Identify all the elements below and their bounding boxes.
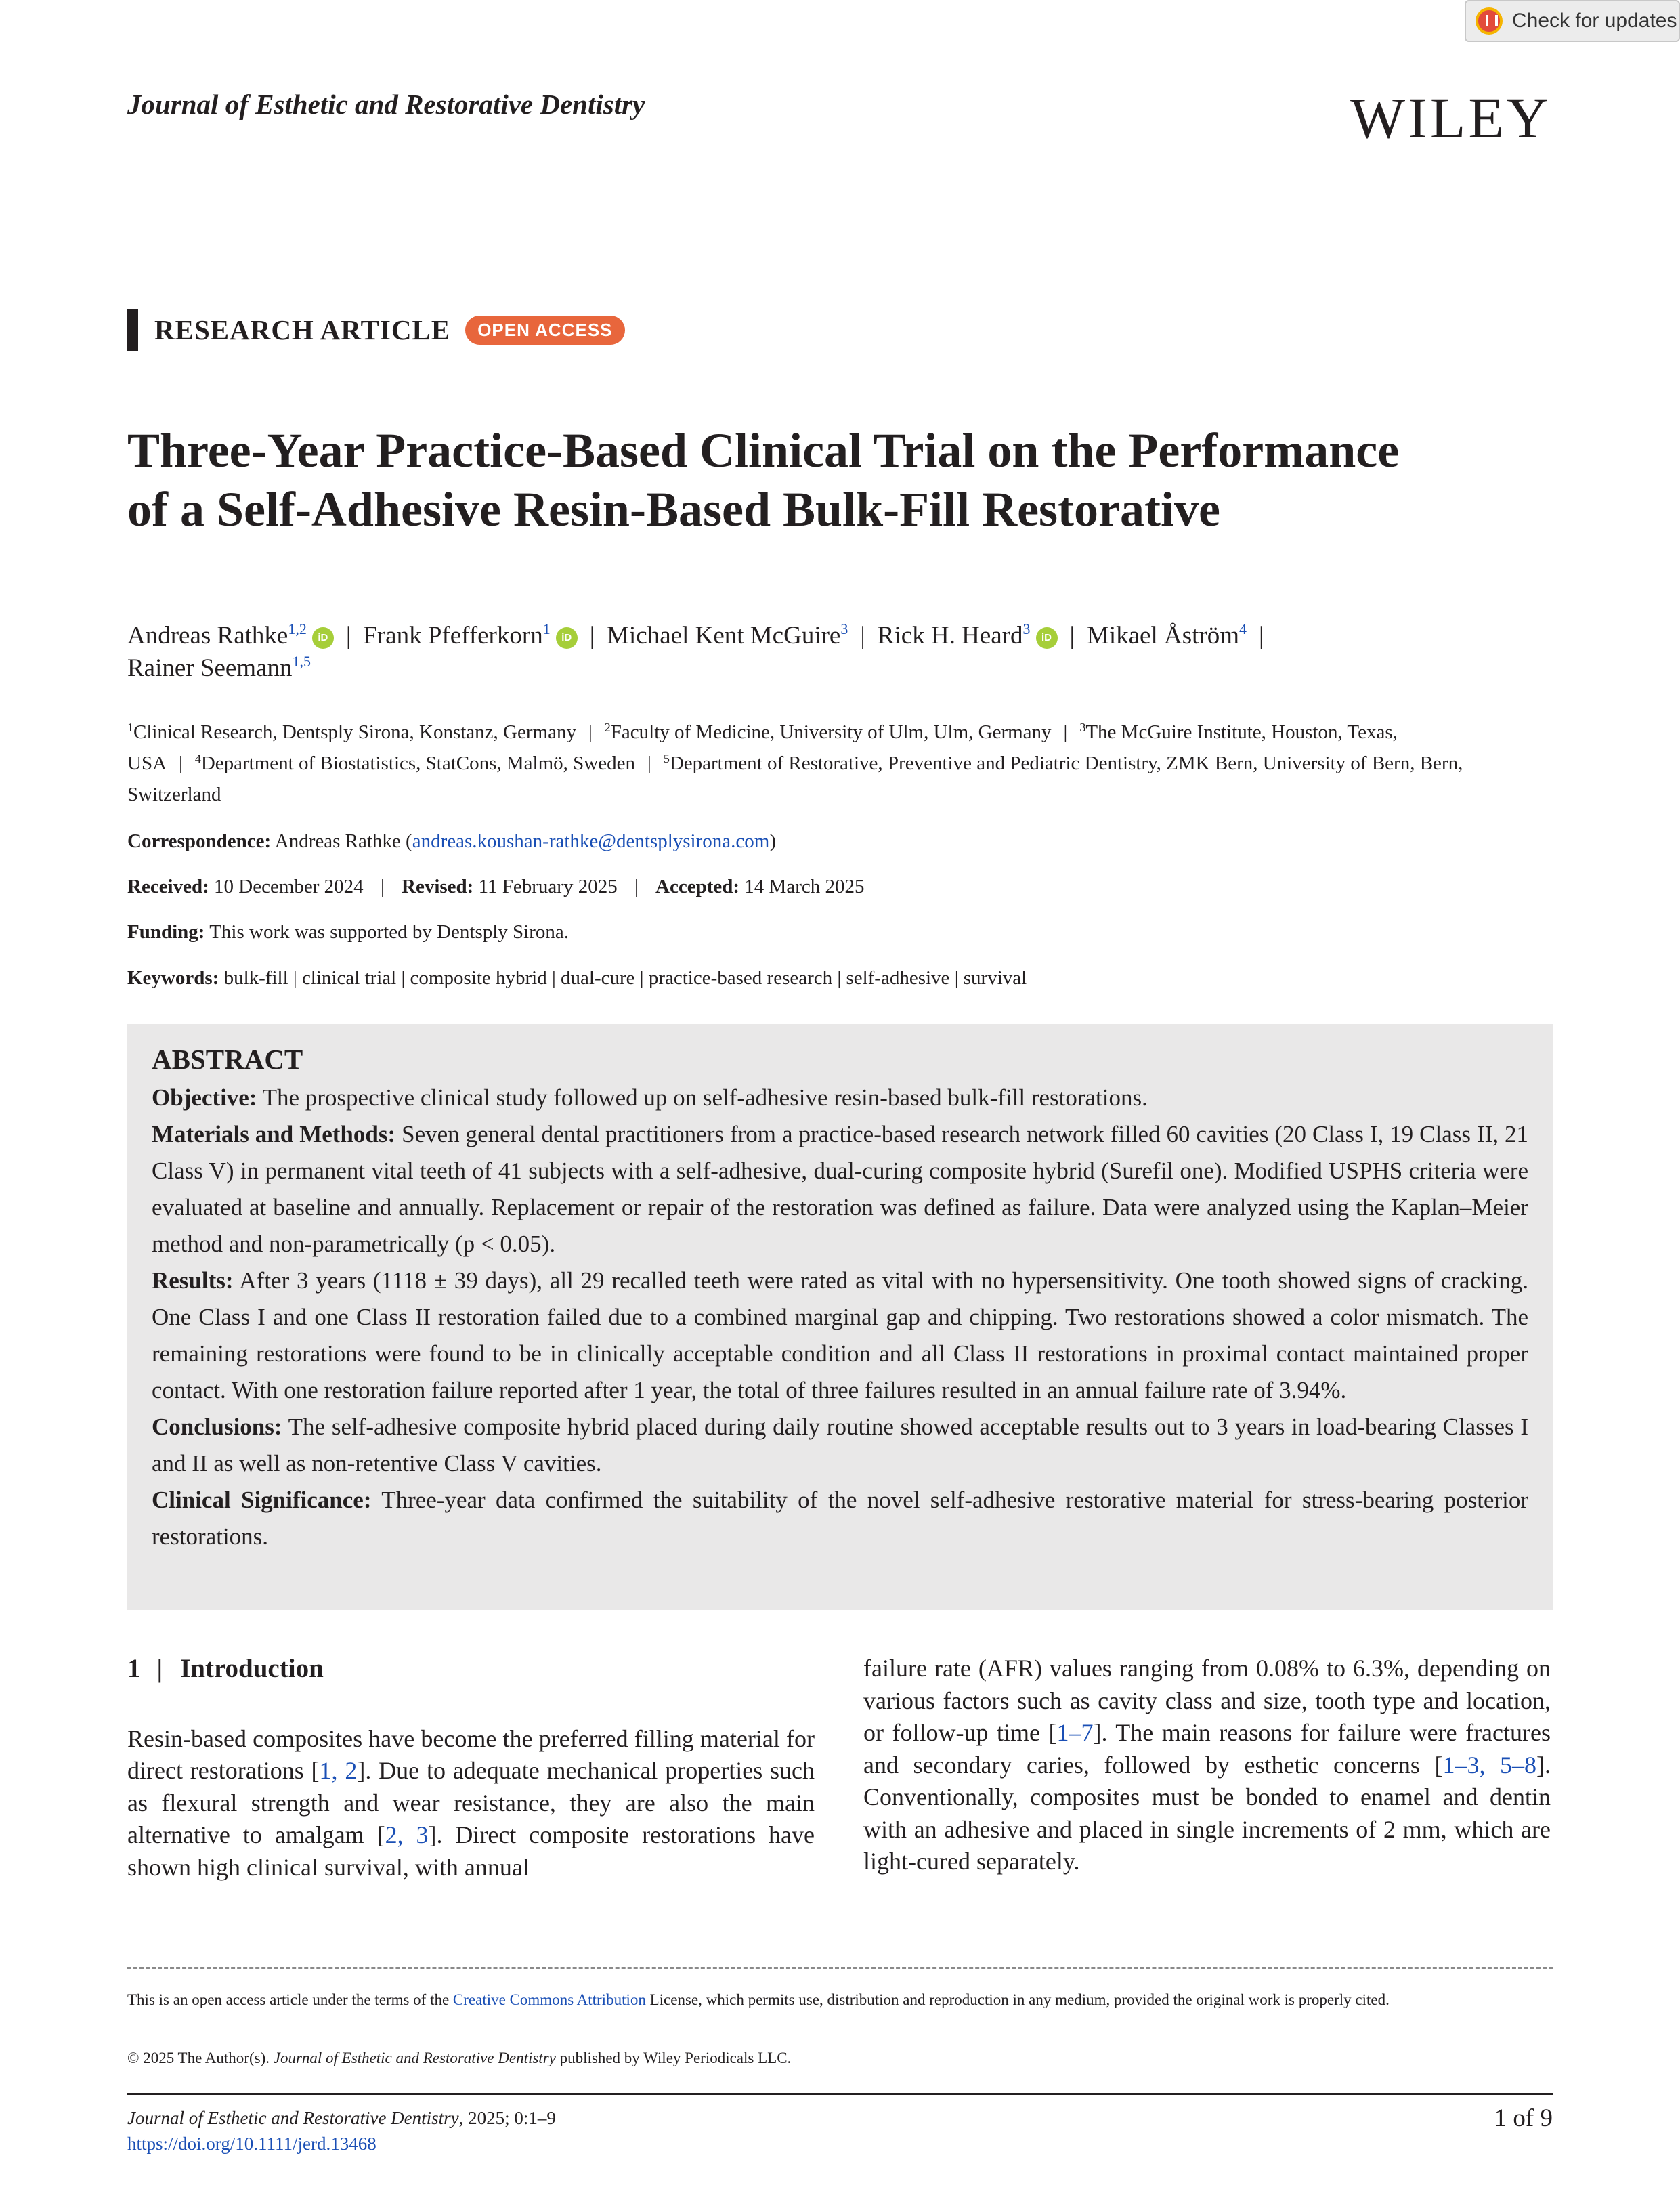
- open-access-badge: OPEN ACCESS: [465, 316, 624, 345]
- author-name[interactable]: Andreas Rathke: [127, 622, 288, 650]
- cc-license-link[interactable]: Creative Commons Attribution: [452, 1991, 646, 2008]
- funding: [127, 921, 569, 943]
- funding-label: Funding:: [127, 921, 205, 943]
- affiliation: Clinical Research, Dentsply Sirona, Konstanz, Germany: [133, 721, 576, 743]
- revised-label: Revised:: [402, 876, 474, 897]
- citation-link[interactable]: 2, 3: [385, 1821, 429, 1848]
- abstract-conclusions: Conclusions: The self-adhesive composite hybrid placed during daily routine showed acceptable results out to 3 years in load-bearing Classes I and II as well as non-retentive Class V cavities.: [152, 1414, 1528, 1477]
- keywords-label: Keywords:: [127, 967, 219, 989]
- journal-name: Journal of Esthetic and Restorative Dentistry: [127, 89, 645, 120]
- affiliation-number: 5: [663, 752, 670, 765]
- author-affiliation-ref[interactable]: 1,2: [288, 620, 307, 637]
- received-label: Received:: [127, 876, 209, 897]
- affiliations: $^1$Clinical Research, Dentsply Sirona, Konstanz, Germany | $^2$Faculty of Medicine, University of Ulm, Ulm, Germany | $^3$The McGuire Institute, Houston, Texas, USA | $^4$Department of Biostatistics, StatCons, Malmö, Sweden | $^5$Department of Restorative, Preventive and Pediatric Dentistry, ZMK Bern, University of Bern, Bern, Switzerland: [127, 721, 1463, 805]
- check-for-updates-button[interactable]: [1465, 0, 1680, 42]
- affiliation: Department of Restorative, Preventive and Pediatric Dentistry, ZMK Bern, University of Bern, Bern, Switzerland: [127, 752, 1463, 805]
- intro-paragraph-continued: failure rate (AFR) values ranging from 0.08% to 6.3%, depending on various factors such as cavity class and size, tooth type and location, or follow-up time [1–7]. The main reasons for failure were fractures and secondary caries, followed by esthetic concerns [1–3, 5–8]. Conventionally, composites must be bonded to enamel and dentin with an adhesive and placed in single increments of 2 mm, which are light-cured separately.: [863, 1655, 1551, 1875]
- abstract-title: ABSTRACT: [152, 1044, 303, 1075]
- copyright: © 2025 The Author(s). Journal of Esthetic and Restorative Dentistry published by Wiley Periodicals LLC.: [127, 2050, 792, 2066]
- abstract-body: [152, 1080, 1528, 1555]
- doi-link[interactable]: https://doi.org/10.1111/jerd.13468: [127, 2133, 376, 2154]
- check-for-updates-label: Check for updates: [1512, 9, 1677, 32]
- accepted-label: Accepted:: [655, 876, 740, 897]
- page-number: 1 of 9: [1494, 2104, 1553, 2132]
- keyword[interactable]: survival: [963, 967, 1027, 989]
- keyword[interactable]: clinical trial: [301, 967, 397, 989]
- orcid-icon[interactable]: iD: [556, 627, 578, 649]
- affiliation-number: 3: [1079, 721, 1086, 734]
- article-type-row: [127, 309, 625, 351]
- article-dates: Received: 10 December 2024 | Revised: 11 February 2025 | Accepted: 14 March 2025: [127, 876, 865, 897]
- section-heading-introduction: [127, 1653, 815, 1685]
- keyword[interactable]: composite hybrid: [410, 967, 547, 989]
- accepted-date: 14 March 2025: [744, 876, 865, 897]
- affiliation: Department of Biostatistics, StatCons, Malmö, Sweden: [200, 752, 635, 774]
- section-divider: |: [156, 1654, 163, 1683]
- orcid-icon[interactable]: iD: [312, 627, 334, 649]
- author-affiliation-ref[interactable]: 4: [1239, 620, 1247, 637]
- section-number: 1: [127, 1654, 141, 1683]
- received-date: 10 December 2024: [214, 876, 364, 897]
- abstract-results: Results: After 3 years (1118 ± 39 days), all 29 recalled teeth were rated as vital with no hypersensitivity. One tooth showed signs of cracking. One Class I and one Class II restoration failed due to a combined marginal gap and chipping. Two restorations showed a color mismatch. The remaining restorations were found to be in clinically acceptable condition and all Class II restorations in proximal contact maintained proper contact. With one restoration failure reported after 1 year, the total of three failures resulted in an annual failure rate of 3.94%.: [152, 1267, 1528, 1403]
- author-list: Andreas Rathke$^{1,2}$iD | Frank Pfefferkorn$^1$iD | Michael Kent McGuire$^3$ | Rick H. Heard$^3$iD | Mikael Åström$^4$ | Rainer Seemann$^{1,5}$: [127, 620, 1264, 682]
- keyword[interactable]: self-adhesive: [846, 967, 950, 989]
- correspondence-label: Correspondence:: [127, 830, 272, 852]
- orcid-icon[interactable]: iD: [1036, 627, 1058, 649]
- author-affiliation-ref[interactable]: 3: [840, 620, 848, 637]
- section-title: Introduction: [180, 1654, 324, 1683]
- article-title: Three-Year Practice-Based Clinical Trial on the Performance of a Self-Adhesive Resin-Based Bulk-Fill Restorative: [127, 423, 1400, 536]
- affiliation: The McGuire Institute, Houston, Texas, USA: [127, 721, 1398, 774]
- bookmark-icon: [1476, 7, 1503, 35]
- body-column-right: [863, 1653, 1551, 1878]
- correspondence-email-link[interactable]: andreas.koushan-rathke@dentsplysirona.com: [412, 830, 770, 852]
- keyword[interactable]: practice-based research: [648, 967, 833, 989]
- wiley-logo: WILEY: [1350, 85, 1551, 150]
- keyword[interactable]: bulk-fill: [223, 967, 288, 989]
- revised-date: 11 February 2025: [478, 876, 618, 897]
- keywords: Keywords: bulk-fill | clinical trial | composite hybrid | dual-cure | practice-based research | self-adhesive | survival: [127, 967, 1027, 989]
- footer-rule: [127, 2093, 1553, 2095]
- license-divider: [127, 1967, 1553, 1969]
- affiliation-number: 2: [604, 721, 611, 734]
- author-affiliation-ref[interactable]: 1,5: [292, 653, 311, 670]
- license-notice: This is an open access article under the terms of the Creative Commons Attribution License, which permits use, distribution and reproduction in any medium, provided the original work is properly cited.: [127, 1991, 1390, 2008]
- funding-text: This work was supported by Dentsply Sirona.: [209, 921, 569, 943]
- author-affiliation-ref[interactable]: 3: [1022, 620, 1031, 637]
- author-name[interactable]: Rick H. Heard: [877, 622, 1023, 650]
- author-name[interactable]: Mikael Åström: [1086, 622, 1239, 650]
- citation-link[interactable]: 1–3, 5–8: [1442, 1751, 1536, 1779]
- abstract-clinical-significance: Clinical Significance: Three-year data confirmed the suitability of the novel self-adhesive restorative material for stress-bearing posterior restorations.: [152, 1487, 1529, 1550]
- intro-paragraph: Resin-based composites have become the preferred filling material for direct restorations [1, 2]. Due to adequate mechanical properties such as flexural strength and wear resistance, they are also the main alternative to amalgam [2, 3]. Direct composite restorations have shown high clinical survival, with annual: [127, 1724, 815, 1881]
- author-name[interactable]: Rainer Seemann: [127, 654, 293, 682]
- article-type-bar: [127, 309, 138, 351]
- affiliation-number: 1: [127, 721, 133, 734]
- correspondence-name: Andreas Rathke: [274, 830, 401, 852]
- article-type: RESEARCH ARTICLE: [154, 314, 451, 345]
- correspondence: Correspondence: Andreas Rathke (andreas.koushan-rathke@dentsplysirona.com): [127, 830, 776, 852]
- abstract-objective: Objective: The prospective clinical study followed up on self-adhesive resin-based bulk-fill restorations.: [152, 1084, 1148, 1111]
- author-name[interactable]: Frank Pfefferkorn: [363, 622, 543, 650]
- author-name[interactable]: Michael Kent McGuire: [607, 622, 841, 650]
- affiliation: Faculty of Medicine, University of Ulm, Ulm, Germany: [610, 721, 1052, 743]
- citation-link[interactable]: 1, 2: [319, 1757, 358, 1784]
- body-column-left: [127, 1653, 815, 1884]
- author-affiliation-ref[interactable]: 1: [542, 620, 551, 637]
- footer-citation: Journal of Esthetic and Restorative Dentistry, 2025; 0:1–9: [127, 2108, 556, 2128]
- affiliation-number: 4: [194, 752, 201, 765]
- abstract-methods: Materials and Methods: Seven general dental practitioners from a practice-based research network filled 60 cavities (20 Class I, 19 Class II, 21 Class V) in permanent vital teeth of 41 subjects with a self-adhesive, dual-curing composite hybrid (Surefil one). Modified USPHS criteria were evaluated at baseline and annually. Replacement or repair of the restoration was defined as failure. Data were analyzed using the Kaplan–Meier method and non-parametrically (p < 0.05).: [152, 1121, 1528, 1257]
- citation-link[interactable]: 1–7: [1056, 1719, 1094, 1746]
- abstract-box: [127, 1024, 1553, 1610]
- keyword[interactable]: dual-cure: [561, 967, 635, 989]
